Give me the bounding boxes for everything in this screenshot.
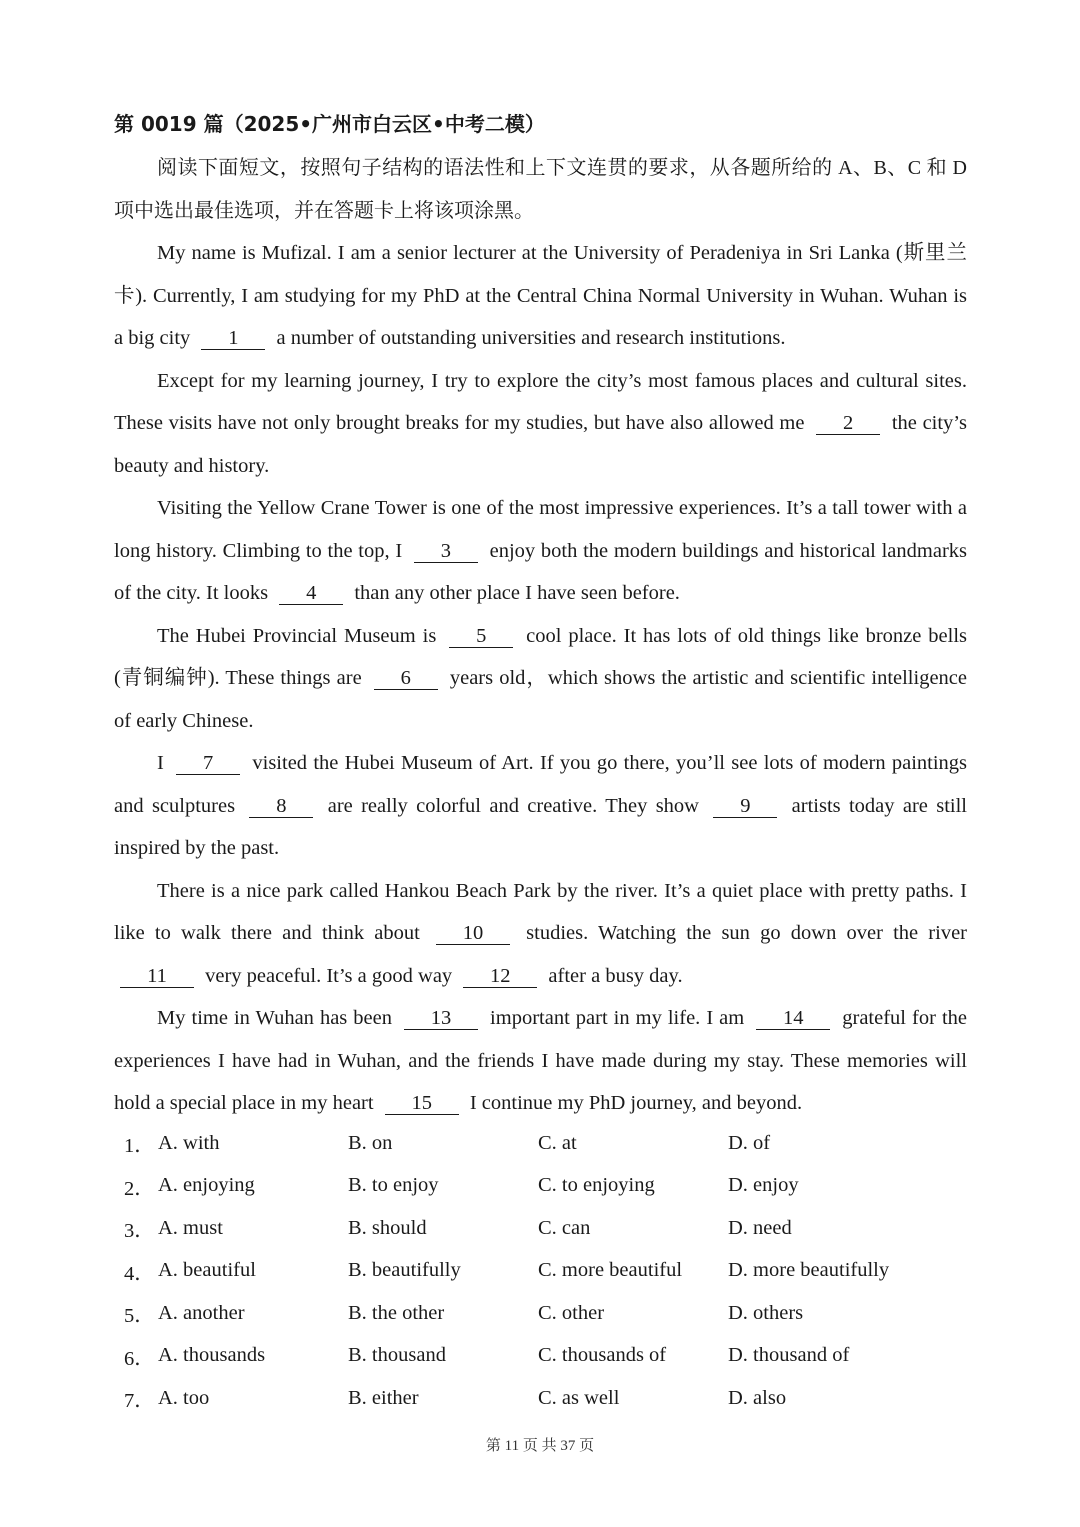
question-number: 6． (124, 1347, 155, 1370)
passage-text-segment: than any other place I have seen before. (349, 582, 680, 604)
passage-text-segment: visited the Hubei Museum of Art. If you go there, you’ll see lots of modern paintings and sculptures (114, 752, 968, 817)
question-number: 4． (124, 1262, 155, 1285)
question-number: 3． (124, 1220, 155, 1243)
passage-text-segment: Visiting the Yellow Crane Tower is one of the most impressive experiences. It’s a tall tower with a long history. Climbing to the top, I (114, 497, 967, 562)
question-number: 7． (124, 1390, 155, 1413)
question-number: 2． (124, 1177, 155, 1200)
instructions: 阅读下面短文，按照句子结构的语法性和上下文连贯的要求，从各题所给的 A、B、C 和 D 项中选出最佳选项，并在答题卡上将该项涂黑。 (114, 157, 967, 222)
answer-option: A. thousands (158, 1344, 266, 1367)
passage-title: 第 0019 篇（2025•广州市白云区•中考二模） (114, 112, 545, 136)
passage-text-segment: I (157, 752, 171, 774)
question-number: 5． (124, 1305, 155, 1328)
answer-blank: 14 (756, 1007, 830, 1030)
passage-text-segment: years old，which shows the artistic and scientific intelligence of early Chinese. (114, 667, 967, 732)
passage-text-segment: I continue my PhD journey, and beyond. (464, 1092, 803, 1114)
answer-option: B. on (348, 1131, 393, 1154)
answer-option: B. to enjoy (348, 1174, 439, 1197)
answer-blank: 12 (463, 965, 537, 988)
answer-option: A. beautiful (158, 1259, 256, 1282)
answer-option: B. thousand (348, 1344, 446, 1367)
question-row (114, 1207, 967, 1250)
paragraph (114, 232, 967, 360)
passage-text-segment: studies. Watching the sun go down over the river (515, 922, 967, 944)
passage-text-segment: My time in Wuhan has been (157, 1007, 399, 1029)
answer-option: D. others (728, 1301, 804, 1324)
answer-blank: 11 (120, 965, 194, 988)
answer-blank: 6 (374, 667, 438, 690)
question-row (114, 1122, 967, 1165)
question-row (114, 1292, 967, 1335)
answer-blank: 4 (279, 582, 343, 605)
answer-blank: 10 (436, 922, 510, 945)
passage-body (114, 147, 967, 1125)
question-row (114, 1377, 967, 1420)
question-number: 1． (124, 1135, 155, 1158)
answer-option: B. beautifully (348, 1259, 461, 1282)
passage-text-segment: cool place. It has lots of old things like bronze bells (青铜编钟). These things are (114, 624, 967, 689)
answer-option: B. either (348, 1386, 419, 1409)
passage-text-segment: There is a nice park called Hankou Beach Park by the river. It’s a quiet place with pretty paths. I like to walk there and think about (114, 879, 967, 944)
answer-option: C. can (538, 1216, 591, 1239)
passage-text-segment: grateful for the experiences I have had in Wuhan, and the friends I have made during my stay. These memories will hold a special place in my heart (114, 1007, 967, 1114)
answer-option: A. with (158, 1131, 220, 1154)
paragraph (114, 360, 967, 488)
answer-option: C. other (538, 1301, 605, 1324)
answer-blank: 2 (816, 412, 880, 435)
question-row (114, 1335, 967, 1378)
answer-blank: 5 (449, 625, 513, 648)
passage-text-segment: are really colorful and creative. They show (319, 794, 708, 817)
answer-option: D. thousand of (728, 1344, 850, 1367)
answer-option: D. of (728, 1131, 771, 1154)
answer-blank: 15 (385, 1092, 459, 1115)
answer-option: D. need (728, 1216, 792, 1239)
paragraph (114, 742, 967, 870)
answer-option: A. another (158, 1301, 245, 1324)
passage-text-segment: Except for my learning journey, I try to explore the city’s most famous places and cultural sites. These visits have not only brought breaks for my studies, but have also allowed me (114, 369, 967, 434)
answer-option: C. more beautiful (538, 1259, 683, 1282)
answer-option: B. the other (348, 1301, 445, 1324)
passage-text-segment: important part in my life. I am (484, 1007, 751, 1029)
paragraph (114, 615, 967, 743)
paragraph (114, 997, 967, 1125)
question-row (114, 1165, 967, 1208)
answer-option: D. enjoy (728, 1174, 799, 1197)
answer-option: A. enjoying (158, 1174, 255, 1197)
answer-blank: 9 (713, 795, 777, 818)
answer-blank: 8 (249, 795, 313, 818)
answer-option: B. should (348, 1216, 427, 1239)
passage-text-segment: My name is Mufizal. I am a senior lecturer at the University of Peradeniya in Sri Lanka (斯里兰卡). Currently, I am studying for my PhD at the Central China Normal University in Wuhan. Wuhan is a big city (114, 242, 967, 349)
answer-option: A. too (158, 1386, 210, 1409)
answer-blank: 13 (404, 1007, 478, 1030)
passage-text-segment: artists today are still inspired by the past. (114, 794, 967, 859)
passage-text-segment: a number of outstanding universities and research institutions. (271, 327, 786, 349)
page-footer: 第 11 页 共 37 页 (485, 1438, 595, 1454)
passage-text-segment: very peaceful. It’s a good way (200, 964, 458, 987)
answer-option: D. more beautifully (728, 1259, 890, 1282)
passage-text-segment: after a busy day. (543, 964, 683, 987)
question-options (114, 1122, 967, 1420)
answer-option: C. thousands of (538, 1344, 667, 1367)
paragraph (114, 870, 967, 998)
answer-option: C. as well (538, 1386, 620, 1409)
answer-blank: 1 (201, 327, 265, 350)
paragraph (114, 487, 967, 615)
passage-text (114, 232, 967, 1125)
answer-blank: 3 (414, 540, 478, 563)
passage-text-segment: The Hubei Provincial Museum is (157, 624, 444, 647)
answer-blank: 7 (176, 752, 240, 775)
passage-text-segment: enjoy both the modern buildings and historical landmarks of the city. It looks (114, 539, 968, 604)
question-row (114, 1250, 967, 1293)
passage-text-segment: the city’s beauty and history. (114, 412, 967, 477)
answer-option: C. at (538, 1131, 577, 1154)
answer-option: C. to enjoying (538, 1174, 655, 1197)
answer-option: D. also (728, 1386, 787, 1409)
answer-option: A. must (158, 1216, 223, 1239)
